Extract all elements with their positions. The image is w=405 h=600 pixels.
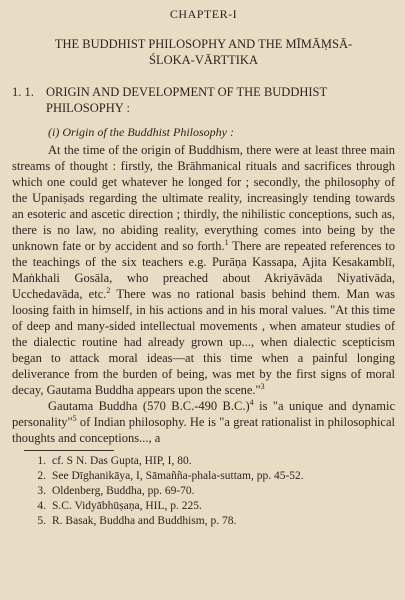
footnote-divider bbox=[24, 450, 114, 451]
section-title: ORIGIN AND DEVELOPMENT OF THE BUDDHIST PHILOSOPHY : bbox=[46, 85, 327, 115]
footnote-ref-5: 5 bbox=[72, 413, 77, 423]
paragraph-2-text: Gautama Buddha (570 B.C.-490 B.C.) bbox=[48, 399, 250, 413]
footnote-ref-4: 4 bbox=[249, 397, 254, 407]
paragraph-2 bbox=[12, 398, 395, 446]
footnote-item: 1. cf. S N. Das Gupta, HIP, I, 80. bbox=[37, 455, 192, 467]
paragraph-1-text-3: There was no rational basis behind them. Man was loosing faith in himself, in his actions and in his moral values. "At this time of deep and many-sided intellectual movements , when amateur studies of the dialectic routine had already grown up..., when dialectic scepticism began to attack moral ideas—at this time when a painful longing deliverance from the burden of being, was met by the first signs of moral decay, Gautama Buddha appears upon the scene." bbox=[12, 287, 395, 397]
footnote-item: 4. S.C. Vidyābhūṣaṇa, HIL, p. 225. bbox=[37, 500, 202, 512]
chapter-heading: CHAPTER-I bbox=[169, 7, 238, 21]
footnote-ref-3: 3 bbox=[260, 381, 265, 391]
footnotes bbox=[12, 454, 395, 529]
footnote-item: 2. See Dīghanikāya, I, Sāmañña-phala-suttam, pp. 45-52. bbox=[37, 470, 304, 482]
paragraph-1-text-2: There are repeated references to the teachings of the six teachers e.g. Purāṇa Kassapa, Ajita Kesakamblī, Maṅkhali Gosāla, who preached about Akriyāvāda Niyativāda, Ucchedavāda, etc. bbox=[12, 239, 395, 301]
footnote-item: 3. Oldenberg, Buddha, pp. 69-70. bbox=[37, 485, 195, 497]
paragraph-1 bbox=[12, 142, 395, 398]
chapter-title-line2: ŚLOKA-VĀRTTIKA bbox=[149, 53, 258, 67]
chapter-title bbox=[12, 36, 395, 68]
paragraph-2-text-3: of Indian philosophy. He is "a great rationalist in philosophical thoughts and conceptions..., a bbox=[12, 415, 395, 445]
footnote-ref-1: 1 bbox=[224, 237, 229, 247]
chapter-title-line1: THE BUDDHIST PHILOSOPHY AND THE MĪMĀṂSĀ- bbox=[54, 37, 353, 51]
paragraph-2-text-2: is "a unique and dynamic personality" bbox=[12, 399, 395, 429]
paragraph-1-text: At the time of the origin of Buddhism, there were at least three main streams of thought : firstly, the Brāhmanical rituals and sacrifices through which one could get whatever he longed for ; secondly, the philosophy of the Upaniṣads regarding the ultimate reality, increasingly tending towards an esoteric and ascetic direction ; thirdly, the nihilistic conceptions, such as, there is no law, no abiding reality, everything comes into being by the unknown fate or by accident and so forth. bbox=[12, 143, 395, 253]
subsection-heading: (i) Origin of the Buddhist Philosophy : bbox=[48, 125, 234, 139]
body-text bbox=[12, 142, 395, 446]
section-heading bbox=[12, 84, 395, 116]
footnote-item: 5. R. Basak, Buddha and Buddhism, p. 78. bbox=[37, 515, 237, 527]
footnote-ref-2: 2 bbox=[106, 285, 111, 295]
section-number: 1. 1. bbox=[12, 85, 34, 99]
